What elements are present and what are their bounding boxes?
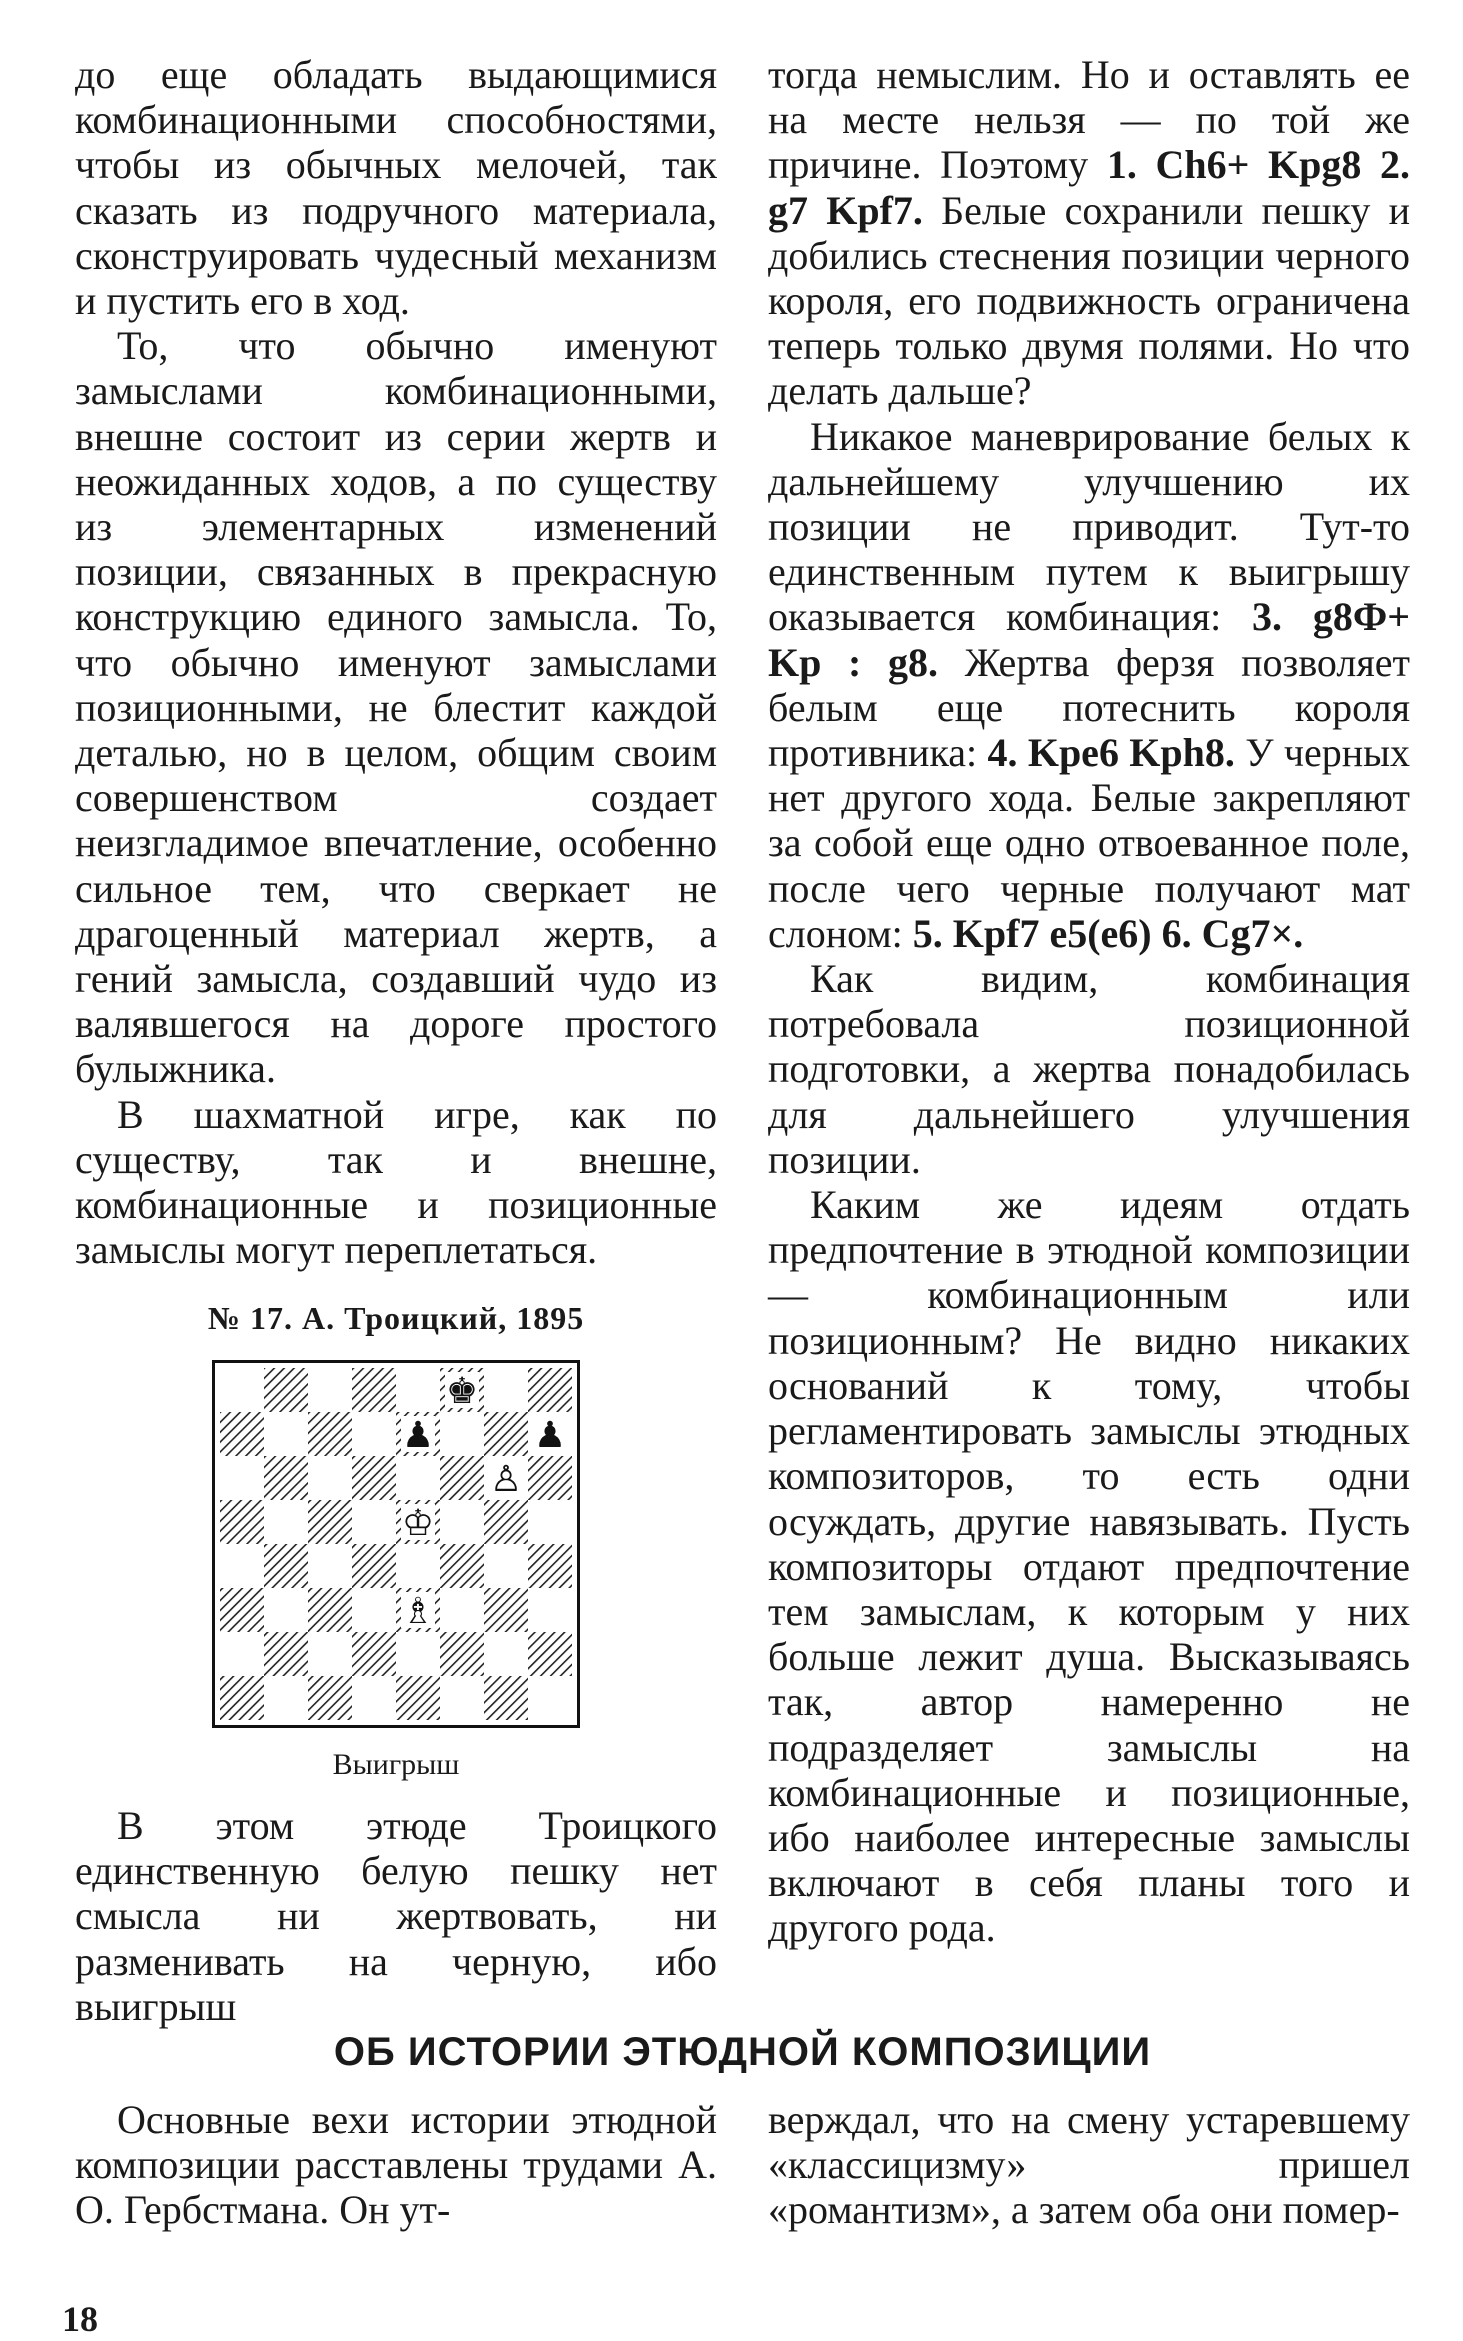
paragraph: верждал, что на смену устаревшему «классицизму» пришел «романтизм», а затем оба они помер- [768, 2097, 1410, 2233]
dark-square [264, 1544, 308, 1588]
light-square [352, 1412, 396, 1456]
dark-square [308, 1588, 352, 1632]
black-pawn-h7-icon: ♟ [533, 1414, 567, 1456]
light-square [220, 1632, 264, 1676]
paragraph [768, 52, 1410, 414]
light-square [308, 1632, 352, 1676]
light-square [264, 1412, 308, 1456]
dark-square [352, 1632, 396, 1676]
light-square [220, 1544, 264, 1588]
right-column [768, 52, 1410, 1951]
light-square [528, 1676, 572, 1720]
dark-square [484, 1676, 528, 1720]
chess-moves: 5. Kpf7 e5(e6) 6. Cg7×. [912, 910, 1304, 956]
light-square [440, 1500, 484, 1544]
paragraph: Каким же идеям отдать предпочтение в этюдной композиции — комбинационным или позиционным? Не видно никаких оснований к тому, чтобы регламентировать замыслы этюдных композиторов, то есть одни осуждать, другие навязывать. Пусть композиторы отдают предпочтение тем замыслам, к которым у них больше лежит душа. Высказываясь так, автор намеренно не подразделяет замыслы на комбинационные и позиционные, ибо наиболее интересные замыслы включают в себя планы того и другого рода. [768, 1182, 1410, 1951]
paragraph: до еще обладать выдающимися комбинационными способностями, чтобы из обычных мелочей, так сказать из подручного материала, сконструировать чудесный механизм и пустить его в ход. [75, 52, 717, 324]
dark-square [528, 1632, 572, 1676]
light-square [484, 1632, 528, 1676]
black-king-icon: ♚ [445, 1370, 479, 1412]
light-square [352, 1500, 396, 1544]
light-square [264, 1676, 308, 1720]
dark-square [396, 1676, 440, 1720]
dark-square [308, 1676, 352, 1720]
dark-square [308, 1412, 352, 1456]
chess-moves: 4. Kpe6 Kph8. [987, 730, 1235, 776]
dark-square [264, 1632, 308, 1676]
light-square [396, 1544, 440, 1588]
text-run: Белые сохранили пешку и добились стеснения позиции черного короля, его подвижность ограничена теперь только двумя полями. Но что делать дальше? [768, 187, 1410, 414]
white-king-icon: ♔ [401, 1502, 435, 1544]
light-square [396, 1456, 440, 1500]
white-pawn-g6-icon: ♙ [489, 1458, 523, 1500]
dark-square [528, 1544, 572, 1588]
dark-square [220, 1412, 264, 1456]
light-square [440, 1588, 484, 1632]
page-number: 18 [62, 2299, 98, 2339]
light-square [396, 1632, 440, 1676]
chess-moves: 1. Ch6+ Kpg8 2. g7 Kpf7. [768, 142, 1410, 233]
dark-square [264, 1368, 308, 1412]
dark-square [220, 1500, 264, 1544]
dark-square [308, 1500, 352, 1544]
dark-square [440, 1456, 484, 1500]
chess-board [212, 1360, 580, 1728]
dark-square [352, 1456, 396, 1500]
light-square [264, 1588, 308, 1632]
paragraph: Как видим, комбинация потребовала позиционной подготовки, а жертва понадобилась для дальнейшего улучшения позиции. [768, 956, 1410, 1182]
dark-square [264, 1456, 308, 1500]
text-run: У черных нет другого хода. Белые закрепляют за собой еще одно отвоеванное поле, после чего черные получают мат слоном: [768, 730, 1410, 956]
paragraph: В этом этюде Троицкого единственную белую пешку нет смысла ни жертвовать, ни разменивать на черную, ибо выигрыш [75, 1802, 717, 2029]
light-square [308, 1368, 352, 1412]
dark-square [352, 1544, 396, 1588]
light-square [484, 1368, 528, 1412]
light-square [440, 1412, 484, 1456]
light-square [352, 1588, 396, 1632]
white-bishop-icon: ♗ [401, 1590, 435, 1632]
dark-square [220, 1676, 264, 1720]
light-square [528, 1500, 572, 1544]
light-square [440, 1676, 484, 1720]
text-run: Никакое маневрирование белых к дальнейшему улучшению их позиции не приводит. Тут-то единственным путем к выигрышу оказывается комбинация: [768, 413, 1410, 640]
chess-diagram [75, 1360, 717, 1728]
left-column [75, 52, 717, 2029]
bottom-right-column [768, 2097, 1410, 2233]
diagram-caption: Выигрыш [332, 1747, 460, 1781]
dark-square [528, 1456, 572, 1500]
light-square [352, 1676, 396, 1720]
light-square [484, 1544, 528, 1588]
paragraph [768, 414, 1410, 956]
light-square [308, 1544, 352, 1588]
black-pawn-e7-icon: ♟ [401, 1414, 435, 1456]
dark-square [352, 1368, 396, 1412]
dark-square [440, 1632, 484, 1676]
text-run: тогда немыслим. Но и оставлять ее на месте нельзя — по той же причине. Поэтому [768, 52, 1410, 188]
paragraph: Основные вехи истории этюдной композиции расставлены трудами А. О. Гербстмана. Он ут- [75, 2097, 717, 2233]
light-square [528, 1588, 572, 1632]
dark-square [220, 1588, 264, 1632]
section-heading: ОБ ИСТОРИИ ЭТЮДНОЙ КОМПОЗИЦИИ [333, 2030, 1152, 2074]
light-square [220, 1368, 264, 1412]
text-run: Жертва ферзя позволяет белым еще потеснить короля противника: [768, 639, 1410, 776]
chess-moves: 3. g8Ф+ Kp : g8. [768, 594, 1410, 685]
light-square [264, 1500, 308, 1544]
paragraph: То, что обычно именуют замыслами комбинационными, внешне состоит из серии жертв и неожиданных ходов, а по существу из элементарных изменений позиции, связанных в прекрасную конструкцию единого замысла. То, что обычно именуют замыслами позиционными, не блестит каждой деталью, но в целом, общим своим совершенством создает неизгладимое впечатление, особенно сильное тем, что сверкает не драгоценный материал жертв, а гений замысла, создавший чудо из валявшегося на дороге простого булыжника. [75, 323, 717, 1092]
dark-square [440, 1544, 484, 1588]
diagram-title: № 17. А. Троицкий, 1895 [207, 1300, 585, 1337]
bottom-left-column [75, 2097, 717, 2233]
dark-square [528, 1368, 572, 1412]
dark-square [484, 1588, 528, 1632]
dark-square [484, 1412, 528, 1456]
paragraph: В шахматной игре, как по существу, так и внешне, комбинационные и позиционные замыслы могут переплетаться. [75, 1091, 717, 1273]
light-square [396, 1368, 440, 1412]
light-square [308, 1456, 352, 1500]
dark-square [484, 1500, 528, 1544]
light-square [220, 1456, 264, 1500]
